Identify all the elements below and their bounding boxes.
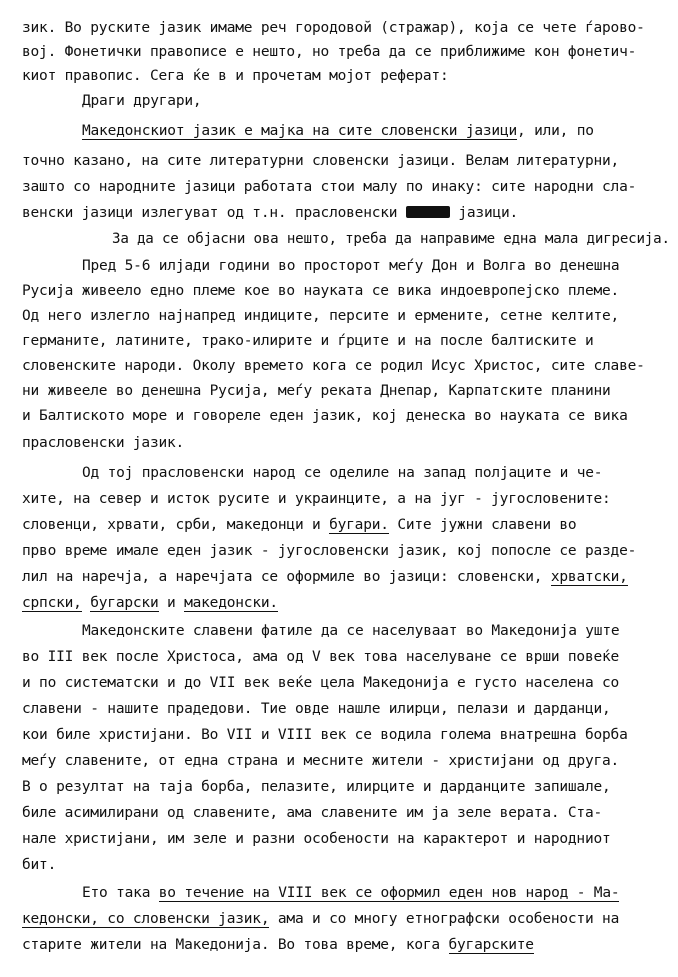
text-segment: бит.: [22, 857, 57, 873]
text-line: [22, 203, 518, 223]
text-line: [22, 935, 534, 955]
text-segment: Ето така: [82, 885, 159, 901]
text-line: [22, 751, 619, 771]
text-segment: хите, на север и исток русите и украинците, а на југ - југословените:: [22, 491, 611, 507]
underlined-text: бугарските: [448, 937, 534, 953]
text-segment: зашто со народните јазици работата стои малу по инаку: сите народни сла-: [22, 179, 637, 195]
text-line: [22, 699, 611, 719]
text-line: [22, 356, 645, 376]
text-line: [22, 909, 619, 929]
text-segment: В о резултат на таја борба, пелазите, илирците и дарданците запишале,: [22, 779, 611, 795]
text-line: [112, 229, 670, 249]
text-line: [22, 489, 611, 509]
text-segment: точно казано, на сите литературни словенски јазици. Велам литературни,: [22, 153, 620, 169]
text-segment: биле асимилирани од славените, ама славените им ја зеле верата. Ста-: [22, 805, 603, 821]
text-segment: Русија живеело едно племе кое во науката се вика индоевропејско племе.: [22, 283, 620, 299]
text-segment: словенските народи. Околу времето кога се родил Исус Христос, сите славе-: [22, 358, 645, 374]
text-segment: Од тој прасловенски народ се оделиле на запад полјаците и че-: [82, 465, 603, 481]
text-segment: словенци, хрвати, срби, македонци и: [22, 517, 330, 533]
text-segment: нале христијани, им зеле и разни особености на карактерот и народниот: [22, 831, 611, 847]
text-segment: меѓу славените, от една страна и месните жители - христијани од друга.: [22, 753, 620, 769]
text-segment: Драги другари,: [82, 93, 202, 109]
text-segment: венски јазици излегуват од т.н. прасловенски: [22, 205, 406, 221]
text-line: [82, 256, 619, 276]
text-segment: старите жители на Македонија. Во това време, кога: [22, 937, 449, 953]
underlined-text: хрватски,: [550, 569, 628, 585]
text-line: [22, 567, 628, 587]
text-segment: прасловенски јазик.: [22, 435, 185, 451]
text-segment: Од него излегло најнапред индиците, персите и ермените, сетне келтите,: [22, 308, 620, 324]
text-line: [82, 621, 619, 641]
text-line: [22, 381, 611, 401]
underlined-text: кедонски, со словенски јазик,: [22, 911, 270, 927]
text-line: [22, 725, 628, 745]
text-line: [22, 515, 576, 535]
text-line: [82, 121, 594, 141]
text-segment: кои биле христијани. Во VII и VIII век се водила голема внатрешна борба: [22, 727, 628, 743]
text-line: [82, 883, 619, 903]
text-line: [22, 66, 449, 86]
text-segment: зик. Во руските јазик имаме реч городовой (стражар), која се чете ѓарово-: [22, 20, 645, 36]
text-segment: и по систематски и до VII век веќе цела Македонија е густо населена со: [22, 675, 620, 691]
text-segment: во III век после Христоса, ама од V век това населуване се врши повеќе: [22, 649, 620, 665]
text-segment: и: [158, 595, 185, 611]
text-segment: јазици.: [449, 205, 519, 221]
text-line: [22, 777, 611, 797]
underlined-text: Македонскиот јазик е мајка на сите словенски јазици: [82, 123, 518, 139]
underlined-text: македонски.: [184, 595, 278, 611]
underlined-text: во течение на VIII век се оформил еден нов народ - Ма-: [158, 885, 620, 901]
text-line: [22, 18, 645, 38]
text-segment: киот правопис. Сега ќе в и прочетам мојот реферат:: [22, 68, 449, 84]
underlined-text: бугарски: [90, 595, 159, 611]
text-line: [22, 281, 619, 301]
text-line: [22, 803, 602, 823]
text-line: [22, 151, 619, 171]
text-line: [22, 541, 636, 561]
text-line: [22, 406, 628, 426]
text-segment: [82, 595, 91, 611]
underlined-text: српски,: [22, 595, 82, 611]
text-segment: ни живееле во денешна Русија, меѓу реката Днепар, Карпатските планини: [22, 383, 611, 399]
text-line: [22, 647, 619, 667]
text-line: [22, 829, 611, 849]
text-line: [22, 855, 56, 875]
text-line: [82, 463, 602, 483]
text-segment: Сите јужни славени во: [388, 517, 577, 533]
text-segment: славени - нашите прадедови. Тие овде нашле илирци, пелази и дарданци,: [22, 701, 611, 717]
text-line: [22, 177, 636, 197]
underlined-text: бугари.: [329, 517, 389, 533]
text-segment: ама и со многу етнографски особености на: [269, 911, 620, 927]
text-segment: прво време имале еден јазик - југословенски јазик, кој попосле се разде-: [22, 543, 637, 559]
text-line: [22, 306, 619, 326]
struck-out-word: [406, 206, 450, 218]
text-segment: германите, латините, трако-илирите и ѓрците и на после балтиските и: [22, 333, 594, 349]
text-line: [82, 91, 201, 111]
text-segment: , или, по: [517, 123, 594, 139]
text-line: [22, 42, 636, 62]
text-segment: За да се објасни ова нешто, треба да направиме една мала дигресија.: [112, 231, 670, 247]
text-segment: вој. Фонетички правописе е нешто, но треба да се приближиме кон фонетич-: [22, 44, 637, 60]
text-segment: Пред 5-6 илјади години во просторот меѓу Дон и Волга во денешна: [82, 258, 620, 274]
text-line: [22, 593, 278, 613]
text-line: [22, 331, 594, 351]
text-line: [22, 673, 619, 693]
text-segment: Македонските славени фатиле да се населуваат во Македонија уште: [82, 623, 620, 639]
text-segment: и Балтиското море и говореле еден јазик, кој денеска во науката се вика: [22, 408, 628, 424]
text-line: [22, 433, 184, 453]
text-segment: лил на наречја, а наречјата се оформиле во јазици: словенски,: [22, 569, 551, 585]
